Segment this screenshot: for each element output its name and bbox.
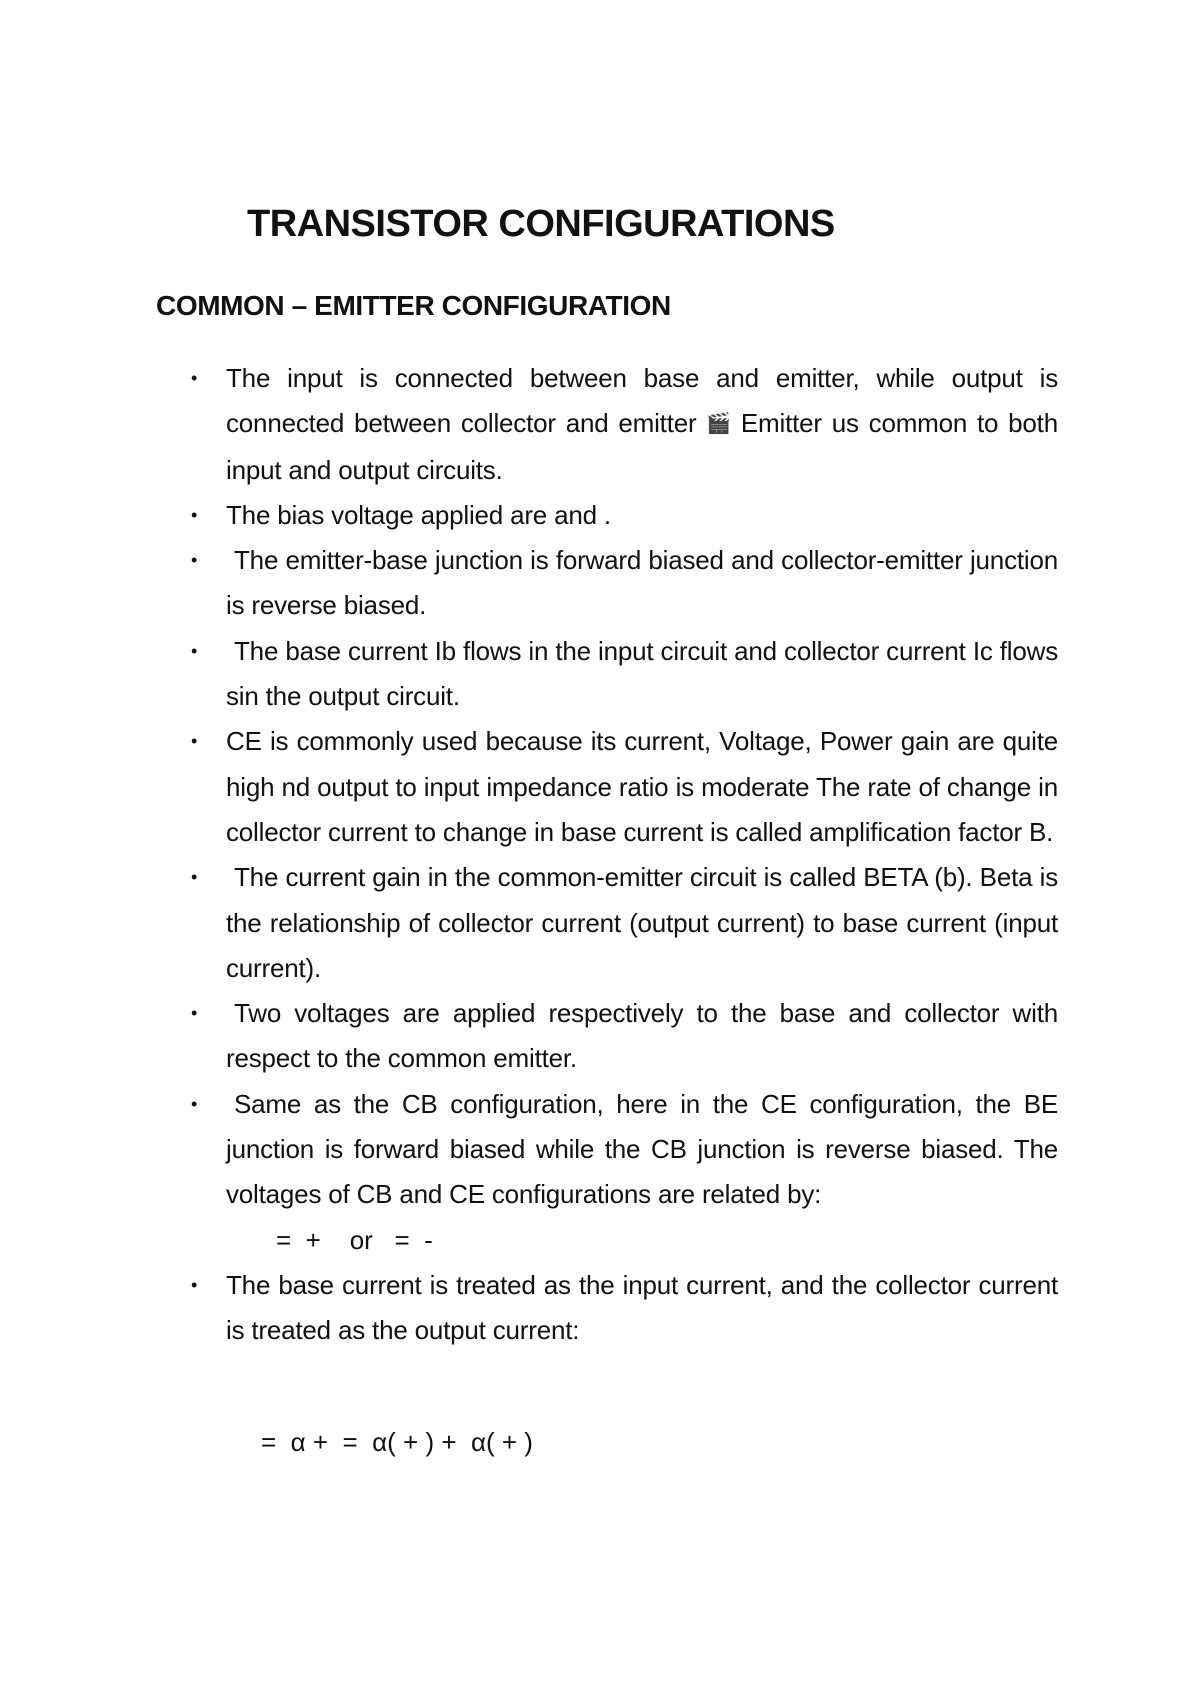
- list-item: [188, 855, 1058, 991]
- bullet-icon: •: [191, 504, 198, 525]
- list-item-text: Two voltages are applied respectively to the base and collector with respect to the common emitter.: [226, 998, 1058, 1074]
- list-item: [188, 629, 1058, 720]
- list-item-text: The base current is treated as the input current, and the collector current is treated as the output current:: [226, 1269, 1058, 1345]
- list-item-text: The input is connected between base and emitter, while output is connected between collector and emitter 🎬 Emitter us common to both input and output circuits.: [226, 363, 1058, 485]
- list-item-text: Same as the CB configuration, here in the CE configuration, the BE junction is forward biased while the CB junction is reverse biased. The voltages of CB and CE configurations are related by:: [226, 1088, 1058, 1210]
- list-item: [188, 991, 1058, 1082]
- bullet-icon: •: [191, 731, 198, 752]
- bullet-list: [188, 356, 1058, 1353]
- list-item-text: The emitter-base junction is forward biased and collector-emitter junction is reverse biased.: [226, 545, 1058, 621]
- bullet-icon: •: [191, 1274, 198, 1295]
- list-item-text: The bias voltage applied are and .: [226, 499, 611, 530]
- clapperboard-icon: 🎬: [706, 413, 732, 436]
- bullet-icon: •: [191, 1003, 198, 1024]
- list-item: [188, 356, 1058, 493]
- bullet-icon: •: [191, 640, 198, 661]
- list-item-text: CE is commonly used because its current, Voltage, Power gain are quite high nd output to input impedance ratio is moderate The rate of change in collector current to change in base current is called amplification factor B.: [226, 726, 1058, 847]
- equation-line: = + or = -: [276, 1224, 433, 1255]
- bullet-icon: •: [191, 550, 198, 571]
- list-item-text: The current gain in the common-emitter circuit is called BETA (b). Beta is the relationship of collector current (output current) to base current (input current).: [226, 862, 1058, 983]
- list-item: [188, 493, 1058, 538]
- equation-line: = α + = α( + ) + α( + ): [261, 1427, 533, 1457]
- page-title: TRANSISTOR CONFIGURATIONS: [247, 203, 835, 245]
- list-item: [188, 1082, 1058, 1263]
- list-item: [188, 538, 1058, 629]
- bullet-icon: •: [191, 368, 198, 388]
- bullet-icon: •: [191, 1093, 198, 1114]
- list-item: [188, 1263, 1058, 1354]
- section-heading: COMMON – EMITTER CONFIGURATION: [156, 290, 671, 321]
- list-item: [188, 719, 1058, 855]
- bullet-icon: •: [191, 867, 198, 888]
- list-item-text: The base current Ib flows in the input circuit and collector current Ic flows sin the output circuit.: [226, 635, 1058, 712]
